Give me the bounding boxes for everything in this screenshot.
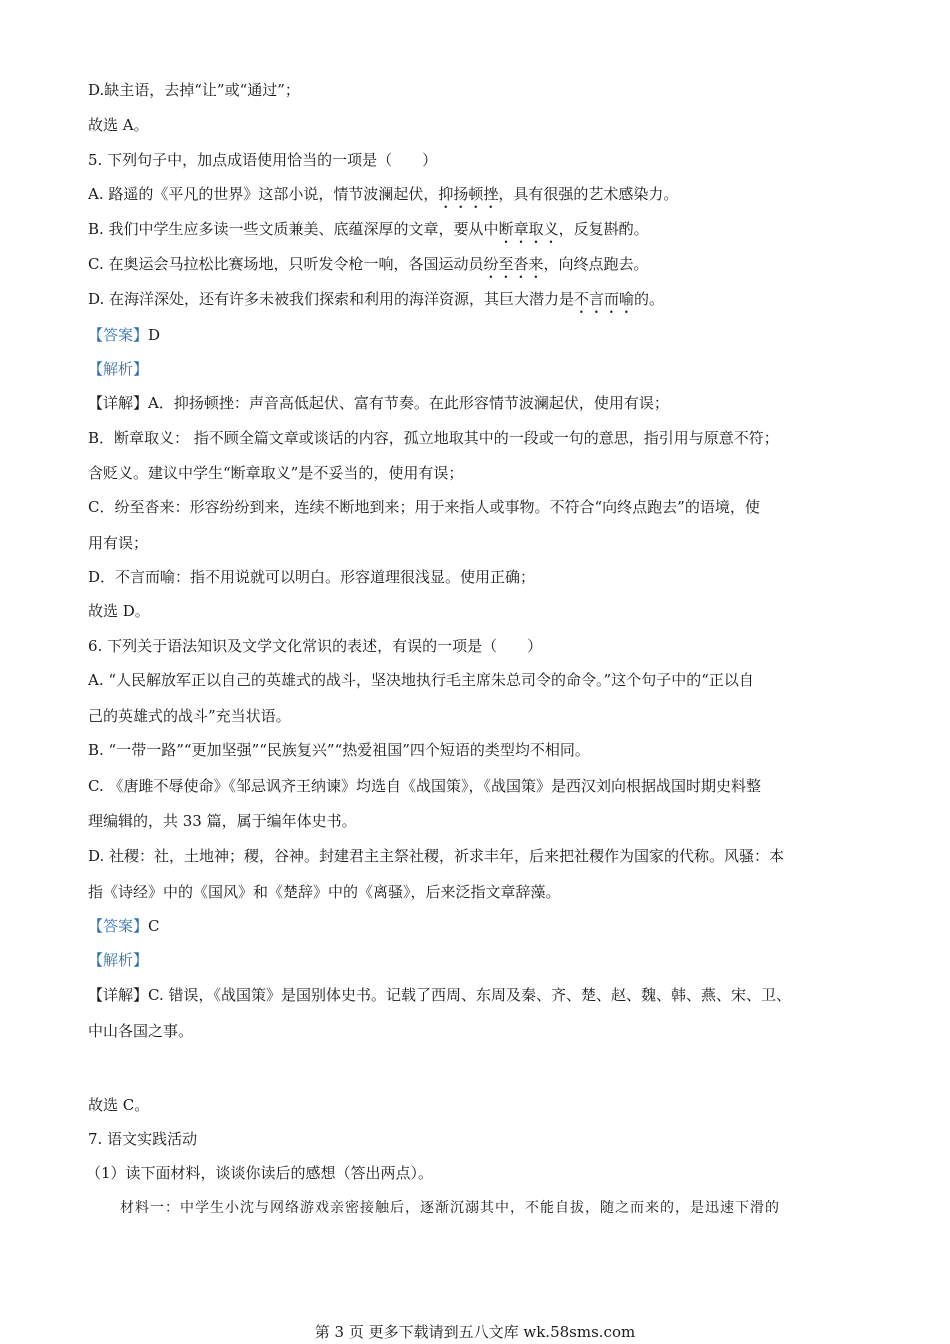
option-text: ，向终点跑去。	[543, 255, 649, 273]
dotted-idiom: 纷至沓来	[483, 255, 544, 273]
dotted-idiom: 抑扬顿挫	[438, 185, 499, 203]
text-line: 己的英雄式的战斗”充当状语。	[88, 707, 291, 725]
option-5b	[88, 219, 649, 247]
option-text: D. 在海洋深处，还有许多未被我们探索和利用的海洋资源，其巨大潜力是	[88, 290, 575, 308]
text-line: D. 社稷：社，土地神；稷，谷神。封建君主主祭社稷，祈求丰年，后来把社稷作为国家的代称。风骚：本	[88, 847, 785, 865]
dotted-idiom: 断章取义	[498, 220, 559, 238]
text-line: B．断章取义： 指不顾全篇文章或谈话的内容，孤立地取其中的一段或一句的意思，指引用与原意不符；	[88, 429, 779, 447]
dotted-idiom: 不言而喻	[574, 290, 635, 308]
question-6-title: 6. 下列关于语法知识及文学文化常识的表述，有误的一项是（ ）	[88, 637, 543, 655]
option-5c	[88, 254, 649, 282]
analysis-label: 【解析】	[88, 360, 149, 378]
question-7-title: 7. 语文实践活动	[88, 1130, 198, 1148]
answer-label: 【答案】	[88, 917, 149, 935]
text-line: 【详解】A．抑扬顿挫：声音高低起伏、富有节奏。在此形容情节波澜起伏，使用有误；	[88, 394, 669, 412]
text-line: B. “一带一路”“更加坚强”“民族复兴”“热爱祖国”四个短语的类型均不相同。	[88, 741, 590, 759]
answer-line	[88, 916, 160, 936]
option-text: ，反复斟酌。	[558, 220, 649, 238]
analysis-label: 【解析】	[88, 951, 149, 969]
option-text: B. 我们中学生应多读一些文质兼美、底蕴深厚的文章，要从中	[88, 220, 499, 238]
answer-value: C	[148, 917, 160, 935]
text-line: 用有误；	[88, 534, 149, 552]
material-one-text: 材料一：中学生小沈与网络游戏亲密接触后，逐渐沉溺其中，不能自拔，随之而来的，是迅速下滑的	[120, 1200, 780, 1216]
text-line: 【详解】C. 错误，《战国策》是国别体史书。记载了西周、东周及秦、齐、楚、赵、魏、韩、燕、宋、卫、	[88, 986, 791, 1004]
text-line: D．不言而喻：指不用说就可以明白。形容道理很浅显。使用正确；	[88, 568, 536, 586]
text-line: （1）读下面材料，谈谈你读后的感想（答出两点）。	[86, 1164, 434, 1182]
text-line: 中山各国之事。	[88, 1022, 194, 1040]
answer-value: D	[148, 326, 161, 344]
text-line: C．纷至沓来：形容纷纷到来，连续不断地到来；用于来指人或事物。不符合“向终点跑去”的语境，使	[88, 498, 760, 516]
text-line: A. “人民解放军正以自己的英雄式的战斗，坚决地执行毛主席朱总司令的命令。”这个句子中的“正以自	[88, 671, 754, 689]
option-text: 的。	[634, 290, 665, 308]
answer-label: 【答案】	[88, 326, 149, 344]
text-line: 故选 D。	[88, 602, 150, 620]
option-text: ，具有很强的艺术感染力。	[498, 185, 679, 203]
text-line: 理编辑的，共 33 篇，属于编年体史书。	[88, 812, 357, 830]
text-line: 故选 A。	[88, 116, 149, 134]
option-5d	[88, 289, 664, 317]
question-5-title: 5. 下列句子中，加点成语使用恰当的一项是（ ）	[88, 151, 438, 169]
option-text: C. 在奥运会马拉松比赛场地，只听发令枪一响，各国运动员	[88, 255, 484, 273]
text-line: D.缺主语，去掉“让”或“通过”；	[88, 81, 300, 99]
text-line: 故选 C。	[88, 1096, 150, 1114]
text-line: C. 《唐雎不辱使命》《邹忌讽齐王纳谏》均选自《战国策》，《战国策》是西汉刘向根据战国时期史料整	[88, 777, 761, 795]
option-text: A. 路遥的《平凡的世界》这部小说，情节波澜起伏，	[88, 185, 439, 203]
answer-line	[88, 325, 160, 345]
text-line: 指《诗经》中的《国风》和《楚辞》中的《离骚》，后来泛指文章辞藻。	[88, 883, 561, 901]
option-5a	[88, 184, 678, 212]
text-line: 含贬义。建议中学生“断章取义”是不妥当的，使用有误；	[88, 464, 464, 482]
page-footer: 第 3 页 更多下载请到五八文库 wk.58sms.com	[314, 1323, 636, 1341]
